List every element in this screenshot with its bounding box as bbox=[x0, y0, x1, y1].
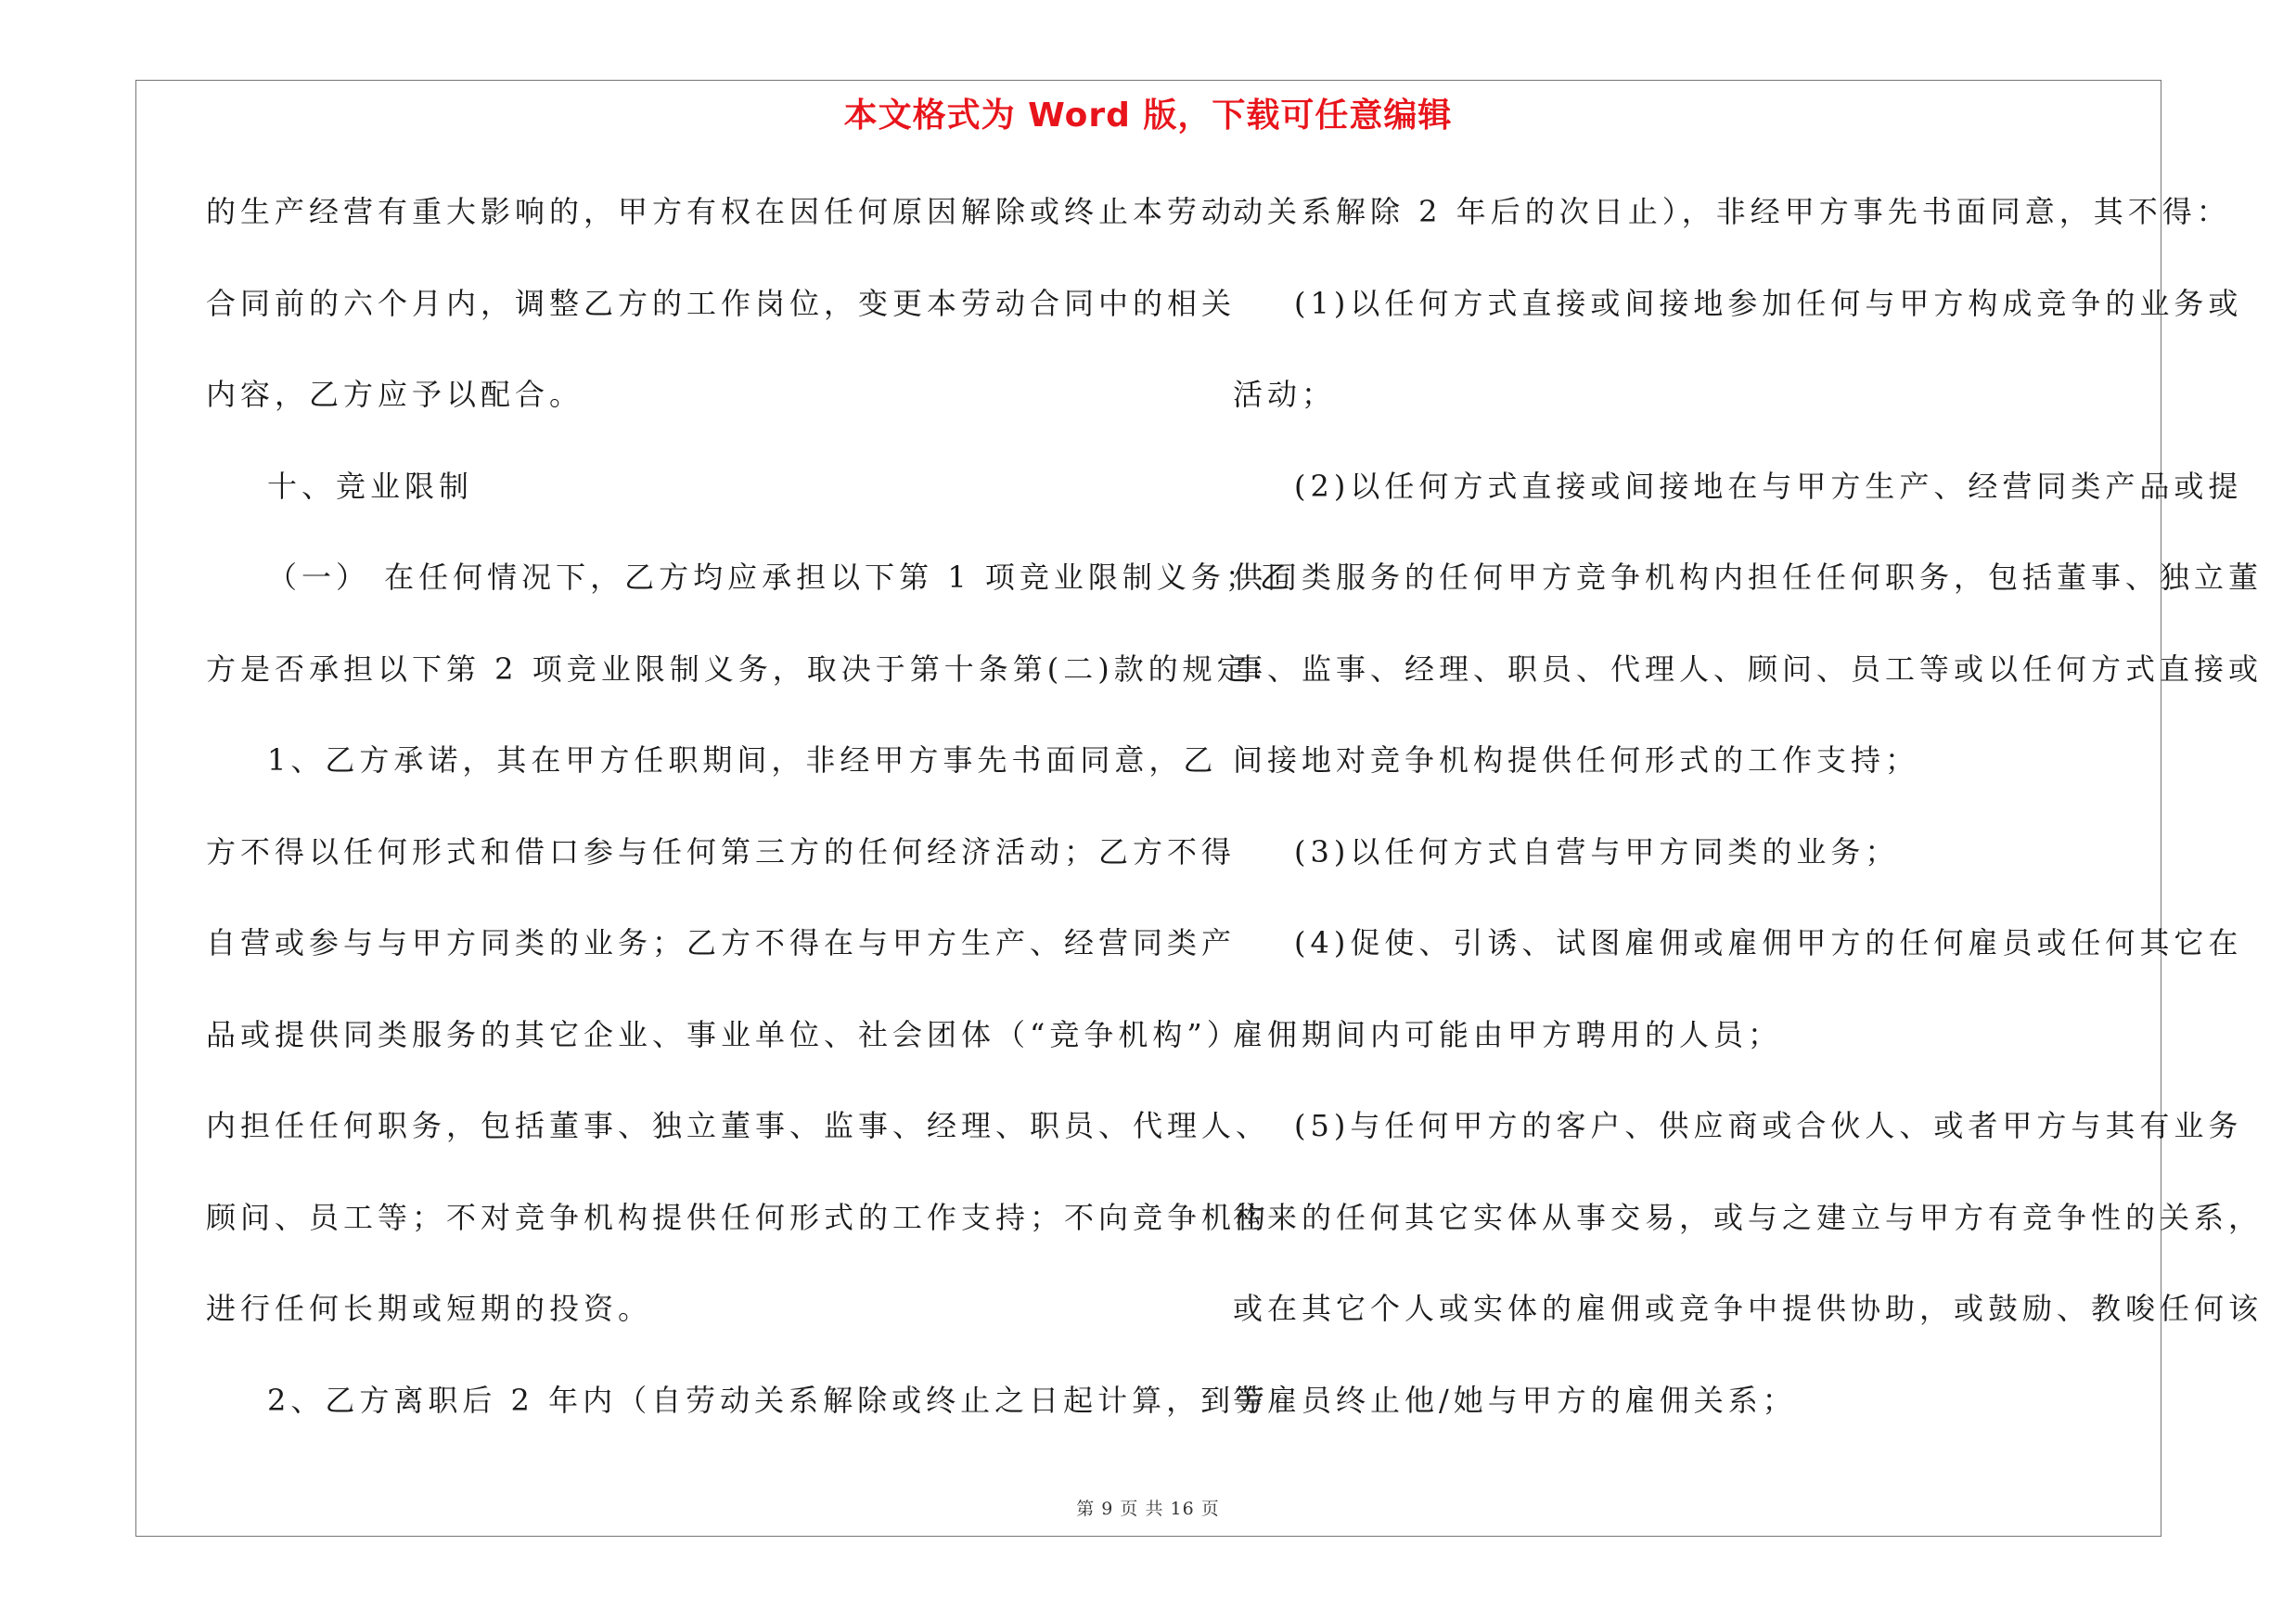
text-line: 内担任任何职务，包括董事、独立董事、监事、经理、职员、代理人、 bbox=[206, 1108, 1271, 1143]
text-line: 自营或参与与甲方同类的业务；乙方不得在与甲方生产、经营同类产 bbox=[206, 925, 1237, 960]
text-line: (5)与任何甲方的客户、供应商或合伙人、或者甲方与其有业务 bbox=[1294, 1108, 2243, 1143]
text-line: 雇佣期间内可能由甲方聘用的人员； bbox=[1233, 1016, 1783, 1052]
text-line: 的生产经营有重大影响的，甲方有权在因任何原因解除或终止本劳动 bbox=[206, 194, 1237, 229]
text-line: (1)以任何方式直接或间接地参加任何与甲方构成竞争的业务或 bbox=[1294, 285, 2243, 321]
text-line: 方是否承担以下第 2 项竞业限制义务，取决于第十条第(二)款的规定： bbox=[206, 650, 1286, 687]
text-line: 动关系解除 2 年后的次日止），非经甲方事先书面同意，其不得： bbox=[1233, 194, 2231, 229]
text-line: 进行任何长期或短期的投资。 bbox=[206, 1291, 653, 1326]
text-line: 等雇员终止他/她与甲方的雇佣关系； bbox=[1233, 1382, 1797, 1418]
text-line: 活动； bbox=[1233, 377, 1337, 412]
text-line: 事、监事、经理、职员、代理人、顾问、员工等或以任何方式直接或 bbox=[1233, 650, 2264, 687]
text-line: 供同类服务的任何甲方竞争机构内担任任何职务，包括董事、独立董 bbox=[1233, 560, 2264, 595]
text-line: 品或提供同类服务的其它企业、事业单位、社会团体（“竞争机构”） bbox=[206, 1016, 1241, 1052]
text-line: 方不得以任何形式和借口参与任何第三方的任何经济活动；乙方不得 bbox=[206, 833, 1237, 869]
text-line: (3)以任何方式自营与甲方同类的业务； bbox=[1294, 833, 1900, 869]
text-line: 合同前的六个月内，调整乙方的工作岗位，变更本劳动合同中的相关 bbox=[206, 285, 1237, 321]
right-text-column bbox=[1233, 178, 2264, 1458]
text-line: 往来的任何其它实体从事交易，或与之建立与甲方有竞争性的关系， bbox=[1233, 1199, 2264, 1235]
section-heading: 十、竞业限制 bbox=[267, 468, 474, 504]
document-header-banner: 本文格式为 Word 版，下载可任意编辑 bbox=[843, 97, 1453, 135]
text-line: (2)以任何方式直接或间接地在与甲方生产、经营同类产品或提 bbox=[1294, 468, 2243, 504]
text-line: (4)促使、引诱、试图雇佣或雇佣甲方的任何雇员或任何其它在 bbox=[1294, 925, 2243, 960]
text-line: 1、乙方承诺，其在甲方任职期间，非经甲方事先书面同意，乙 bbox=[267, 742, 1218, 778]
text-line: 间接地对竞争机构提供任何形式的工作支持； bbox=[1233, 742, 1920, 778]
text-line: 或在其它个人或实体的雇佣或竞争中提供协助，或鼓励、教唆任何该 bbox=[1233, 1291, 2264, 1326]
text-line: 顾问、员工等；不对竞争机构提供任何形式的工作支持；不向竞争机构 bbox=[206, 1199, 1271, 1235]
text-line: （一） 在任何情况下，乙方均应承担以下第 1 项竞业限制义务；乙 bbox=[267, 560, 1294, 595]
page-number-footer: 第 9 页 共 16 页 bbox=[1076, 1499, 1220, 1519]
text-line: 内容，乙方应予以配合。 bbox=[206, 377, 584, 412]
text-line: 2、乙方离职后 2 年内（自劳动关系解除或终止之日起计算，到劳 bbox=[267, 1382, 1270, 1418]
left-text-column bbox=[206, 178, 1294, 1458]
